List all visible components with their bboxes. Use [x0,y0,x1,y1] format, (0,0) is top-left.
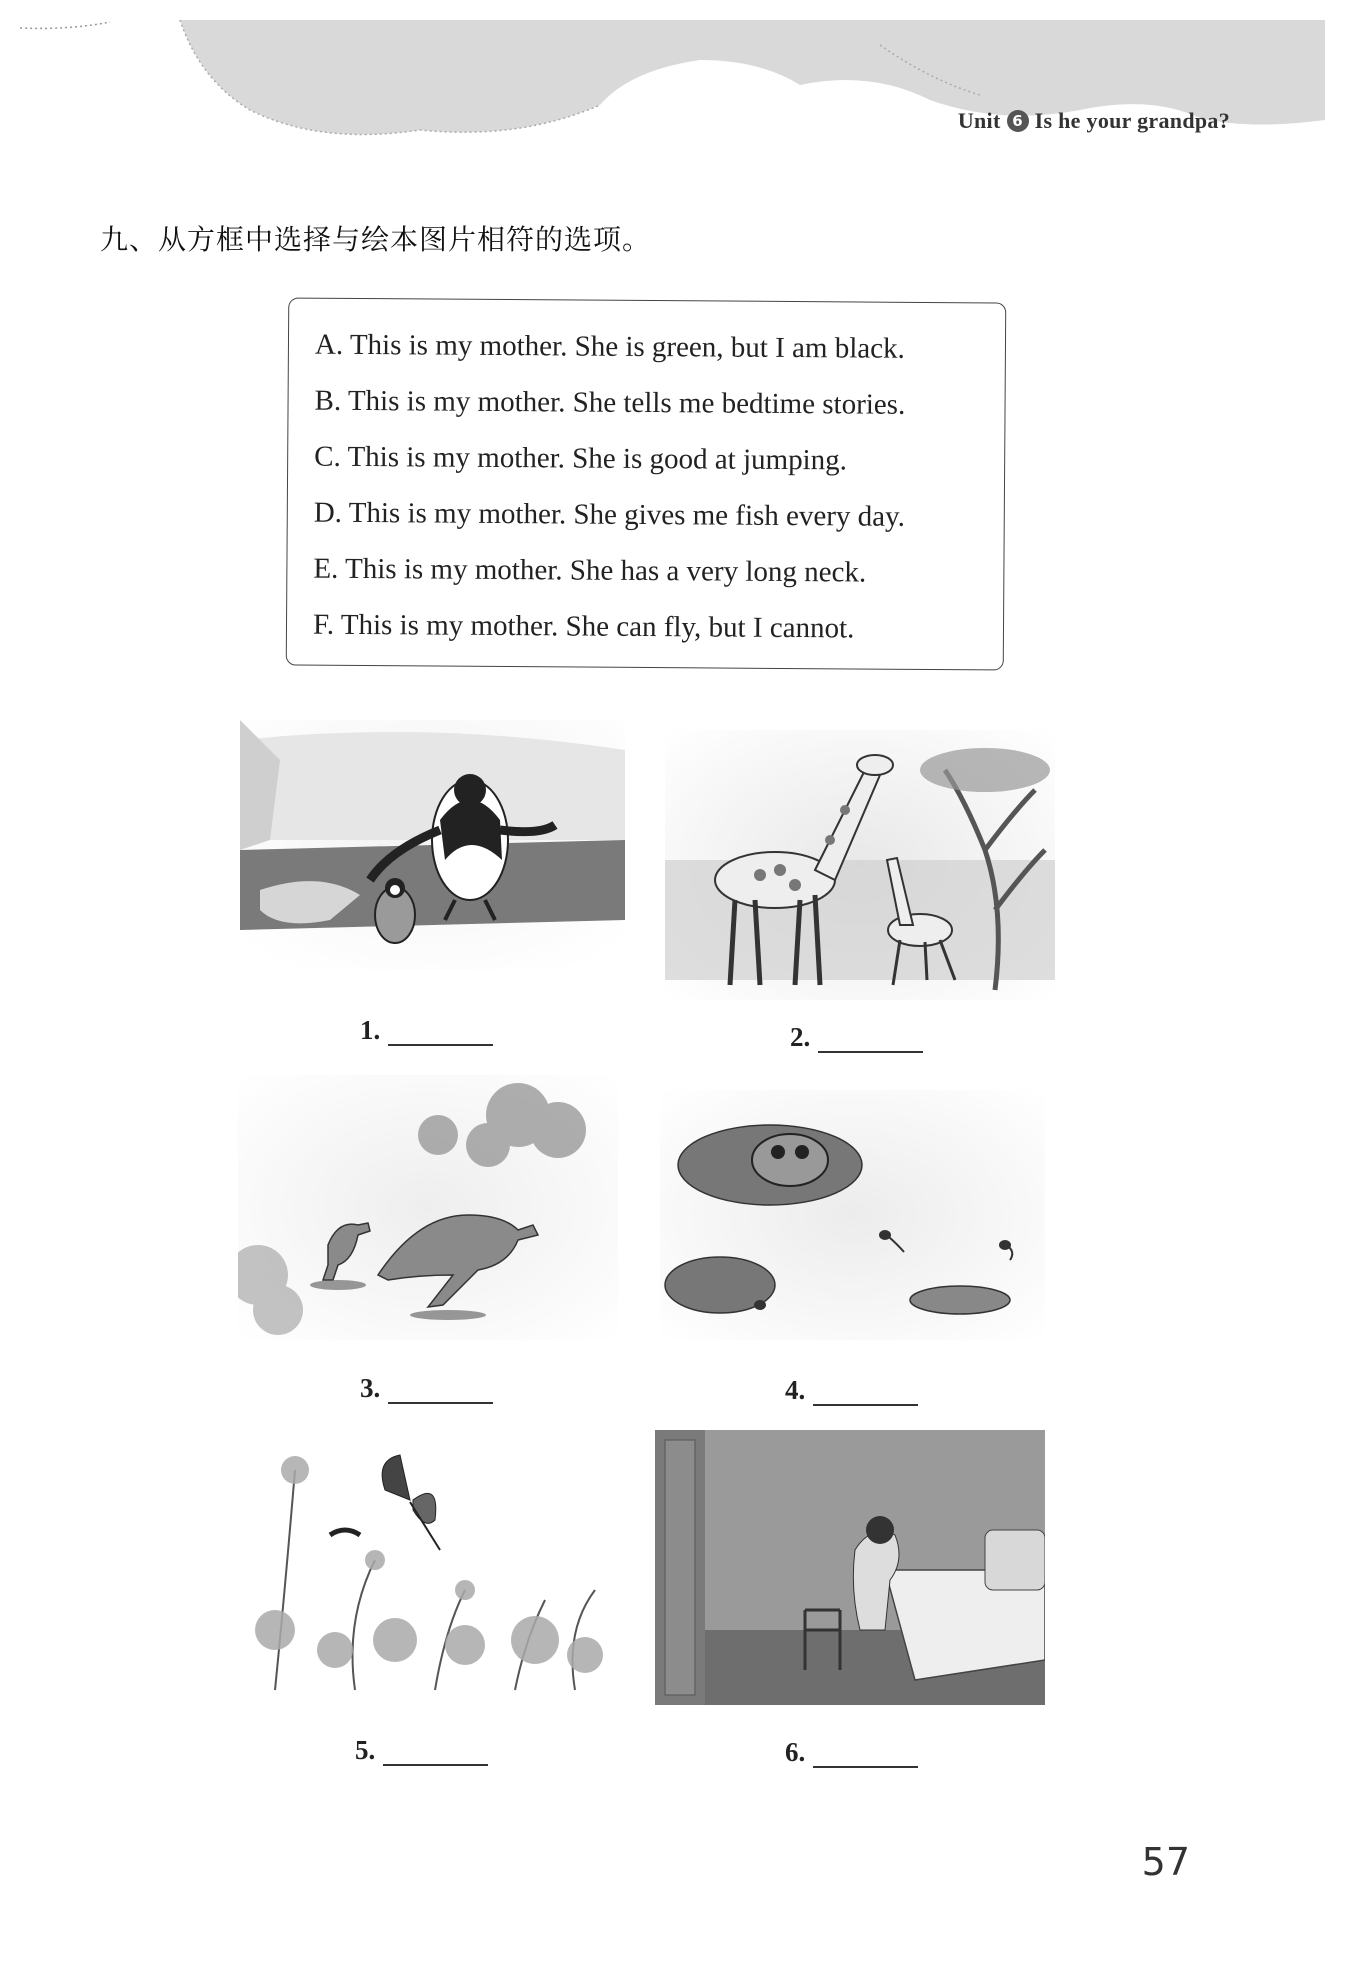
option-b: B. This is my mother. She tells me bedtime stories. [314,384,906,421]
picture-3-kangaroos [238,1075,618,1340]
option-a: A. This is my mother. She is green, but I am black. [314,328,905,365]
answer-1 [360,1015,493,1046]
answer-5-blank[interactable] [383,1740,488,1766]
unit-number-badge: 6 [1007,110,1029,132]
unit-title: Is he your grandpa? [1034,108,1230,133]
answer-6-number: 6. [785,1737,806,1767]
answer-4 [785,1375,918,1406]
giraffes-illustration [665,730,1055,1000]
answer-3 [360,1373,493,1404]
answer-6 [785,1737,918,1768]
picture-1-penguins [240,720,625,970]
picture-4-frog [660,1090,1045,1340]
answer-1-blank[interactable] [388,1020,493,1046]
kangaroos-illustration [238,1075,618,1340]
bedtime-story-illustration [655,1430,1045,1705]
answer-5 [355,1735,488,1766]
option-c: C. This is my mother. She is good at jumping. [314,440,848,477]
frog-tadpoles-illustration [660,1090,1045,1340]
answer-4-number: 4. [785,1375,806,1405]
unit-label [958,108,1230,134]
picture-6-bedtime [655,1430,1045,1705]
options-box [286,297,1007,670]
answer-5-number: 5. [355,1735,376,1765]
butterfly-caterpillar-illustration [235,1440,620,1700]
answer-2 [790,1022,923,1053]
answer-2-blank[interactable] [818,1027,923,1053]
picture-5-butterfly [235,1440,620,1700]
answer-1-number: 1. [360,1015,381,1045]
answer-3-blank[interactable] [388,1378,493,1404]
answer-2-number: 2. [790,1022,811,1052]
option-d: D. This is my mother. She gives me fish every day. [313,496,906,533]
option-e: E. This is my mother. She has a very long neck. [313,552,867,589]
answer-6-blank[interactable] [813,1742,918,1768]
penguins-illustration [240,720,625,970]
unit-prefix: Unit [957,108,1001,133]
page-number: 57 [1141,1840,1190,1884]
answer-3-number: 3. [360,1373,381,1403]
answer-4-blank[interactable] [813,1380,918,1406]
option-f: F. This is my mother. She can fly, but I cannot. [312,608,855,645]
section-title: 九、从方框中选择与绘本图片相符的选项。 [100,223,652,256]
picture-2-giraffes [665,730,1055,1000]
